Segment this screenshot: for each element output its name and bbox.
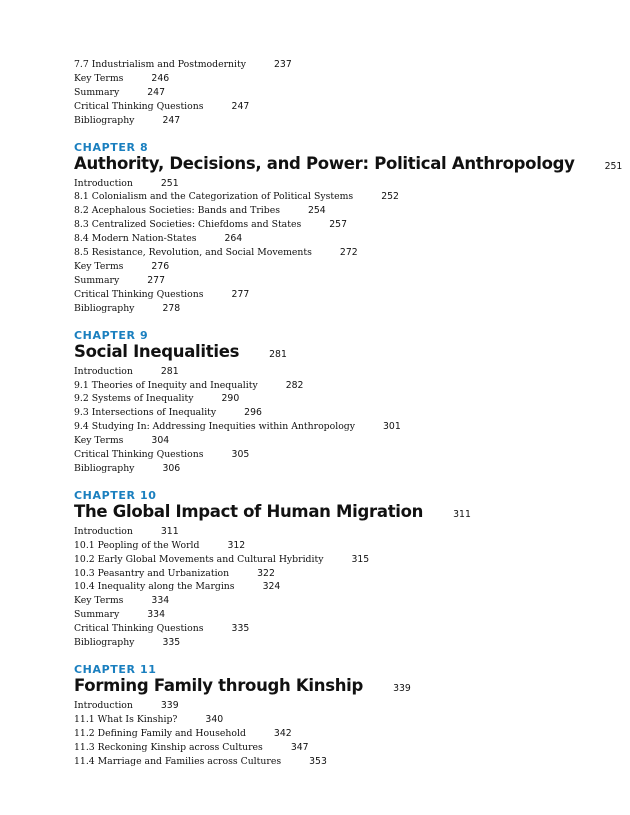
toc-entry-page: 257 [329, 219, 347, 231]
toc-entry-page: 334 [147, 609, 165, 621]
toc-entry-label: 8.2 Acephalous Societies: Bands and Tribes [74, 205, 280, 217]
toc-entry[interactable] [74, 246, 594, 260]
chapter-title: Authority, Decisions, and Power: Political Anthropology [74, 153, 575, 173]
chapter-label: CHAPTER 8 [74, 140, 149, 154]
toc-entry-page: 252 [381, 191, 399, 203]
toc-entry[interactable] [74, 608, 594, 622]
toc-entry-label: 11.1 What Is Kinship? [74, 713, 178, 725]
toc-entry-page: 246 [151, 72, 170, 84]
toc-entry-page: 322 [257, 567, 275, 579]
toc-entry[interactable] [74, 567, 594, 581]
chapter-title: The Global Impact of Human Migration [74, 501, 424, 521]
toc-entry-page: 335 [231, 623, 250, 635]
chapter-label: CHAPTER 11 [74, 663, 157, 676]
chapter-section [74, 490, 594, 650]
toc-entry[interactable] [74, 392, 594, 406]
toc-entry-label: Key Terms [74, 260, 124, 272]
toc-entry-page: 264 [224, 233, 243, 245]
toc-entry[interactable] [74, 594, 594, 608]
toc-entry[interactable] [74, 218, 594, 232]
toc-entry-label: 9.4 Studying In: Addressing Inequities within Anthropology [74, 421, 355, 433]
toc-entry-label: Introduction [74, 365, 133, 377]
toc-entry-label: Summary [74, 609, 120, 621]
toc-entry-label: 10.2 Early Global Movements and Cultural Hybridity [74, 553, 324, 565]
toc-entry[interactable] [74, 58, 594, 72]
toc-entry[interactable] [74, 379, 594, 393]
chapter-heading[interactable] [74, 153, 623, 177]
toc-entry-label: Introduction [74, 700, 133, 711]
toc-entry-label: Critical Thinking Questions [74, 100, 204, 112]
toc-entry-page: 305 [231, 449, 250, 461]
toc-entry-label: Bibliography [74, 302, 135, 314]
toc-entry-label: Critical Thinking Questions [74, 623, 204, 635]
toc-entry[interactable] [74, 622, 594, 636]
toc-entry[interactable] [74, 204, 594, 218]
toc-entry-label: Key Terms [74, 72, 124, 84]
toc-entry[interactable] [74, 539, 594, 553]
toc-entry[interactable] [74, 434, 594, 448]
toc-entry-page: 315 [351, 553, 370, 565]
toc-entry-label: 8.5 Resistance, Revolution, and Social Movements [74, 247, 312, 259]
toc-entry-page: 282 [285, 379, 304, 391]
toc-entry-page: 324 [262, 581, 281, 593]
toc-entry[interactable] [74, 525, 594, 539]
toc-entry-page: 340 [205, 713, 224, 725]
toc-entry-page: 277 [231, 288, 250, 300]
chapter-section [74, 330, 594, 476]
toc-entry[interactable] [74, 462, 594, 476]
toc-entry[interactable] [74, 420, 594, 434]
toc-entry[interactable] [74, 232, 594, 246]
toc-entry[interactable] [74, 699, 594, 713]
toc-entry[interactable] [74, 553, 594, 567]
toc-entry[interactable] [74, 365, 594, 379]
chapter-page: 339 [393, 683, 411, 694]
toc-entry[interactable] [74, 713, 594, 727]
toc-entry-page: 301 [383, 421, 401, 433]
toc-entry[interactable] [74, 727, 594, 741]
chapter-section [74, 664, 594, 769]
toc-entry[interactable] [74, 190, 594, 204]
toc-entry-page: 347 [290, 741, 309, 753]
toc-entry-page: 247 [147, 86, 165, 98]
chapter-title: Social Inequalities [74, 341, 240, 361]
toc-entry-label: Key Terms [74, 595, 124, 607]
chapter-page: 251 [604, 160, 623, 172]
toc-entry-page: 306 [162, 462, 181, 474]
chapter-heading[interactable] [74, 502, 594, 525]
toc-entry[interactable] [74, 177, 594, 191]
toc-entry-label: Key Terms [74, 435, 124, 447]
toc-entry-label: 11.2 Defining Family and Household [74, 727, 246, 739]
toc-entry-label: 11.4 Marriage and Families across Cultures [74, 755, 282, 767]
toc-entry-label: 11.3 Reckoning Kinship across Cultures [74, 741, 263, 753]
toc-entry-page: 311 [160, 525, 179, 537]
toc-entry-label: Bibliography [74, 462, 135, 474]
toc-entry-page: 339 [160, 700, 179, 711]
toc-entry-label: 9.1 Theories of Inequity and Inequality [74, 379, 258, 391]
chapter-heading[interactable] [74, 342, 594, 365]
toc-entry-label: Bibliography [74, 114, 135, 126]
toc-entry-label: 10.4 Inequality along the Margins [74, 581, 235, 593]
chapter-page: 311 [453, 508, 471, 520]
toc-entry-label: Summary [74, 274, 120, 286]
chapter-section [74, 140, 623, 316]
toc-entry[interactable] [74, 636, 594, 650]
toc-entry[interactable] [74, 86, 594, 100]
toc-entry-label: 8.3 Centralized Societies: Chiefdoms and States [74, 219, 302, 231]
toc-entry-page: 251 [160, 177, 179, 189]
toc-entry[interactable] [74, 260, 594, 274]
toc-entry-page: 296 [244, 407, 262, 419]
toc-entry[interactable] [74, 406, 594, 420]
toc-entry-label: Critical Thinking Questions [74, 449, 204, 461]
toc-entry[interactable] [74, 288, 594, 302]
chapter-label: CHAPTER 10 [74, 488, 157, 502]
toc-entry-label: 8.4 Modern Nation-States [74, 233, 197, 245]
toc-entry-label: Summary [74, 86, 120, 98]
toc-entry-page: 254 [307, 205, 326, 217]
toc-entry-label: Introduction [74, 525, 133, 537]
chapter-heading[interactable] [74, 676, 594, 699]
toc-entry[interactable] [74, 302, 594, 316]
toc-entry[interactable] [74, 72, 594, 86]
toc-entry-label: 8.1 Colonialism and the Categorization of Political Systems [74, 191, 354, 203]
toc-entry-label: 10.3 Peasantry and Urbanization [74, 567, 230, 579]
chapter-title: Forming Family through Kinship [74, 676, 364, 695]
toc-entry-page: 237 [273, 59, 292, 70]
toc-entry[interactable] [74, 580, 594, 594]
toc-entry[interactable] [74, 448, 594, 462]
toc-entry-page: 334 [151, 595, 170, 607]
toc-entry-page: 312 [227, 539, 246, 551]
toc-entry-page: 304 [151, 435, 170, 447]
toc-entry-page: 272 [339, 247, 358, 259]
toc-entry-page: 247 [231, 100, 250, 112]
toc-entry-page: 276 [151, 260, 170, 272]
toc-entry-page: 342 [273, 727, 292, 739]
toc-entry-label: 10.1 Peopling of the World [74, 539, 200, 551]
toc-entry-page: 247 [162, 114, 181, 126]
toc-entry-label: 7.7 Industrialism and Postmodernity [74, 59, 246, 70]
toc-entry[interactable] [74, 274, 594, 288]
toc-entry-label: 9.2 Systems of Inequality [74, 393, 194, 405]
toc-entry-page: 277 [147, 274, 165, 286]
toc-entry-label: 9.3 Intersections of Inequality [74, 407, 217, 419]
toc-entry-label: Critical Thinking Questions [74, 288, 204, 300]
table-of-contents [74, 58, 623, 769]
toc-entry-page: 278 [162, 302, 181, 314]
toc-entry-page: 281 [160, 365, 179, 377]
toc-entry-label: Introduction [74, 177, 133, 189]
chapter-label: CHAPTER 9 [74, 328, 149, 342]
toc-entry[interactable] [74, 741, 594, 755]
toc-entry[interactable] [74, 755, 594, 769]
toc-entry[interactable] [74, 100, 594, 114]
chapter-page: 281 [269, 348, 287, 360]
toc-entry-label: Bibliography [74, 637, 135, 649]
toc-entry-page: 290 [221, 393, 240, 405]
toc-entry-page: 335 [162, 637, 181, 649]
toc-entry-page: 353 [309, 755, 327, 767]
toc-entry[interactable] [74, 114, 594, 128]
top-entries [74, 58, 594, 128]
